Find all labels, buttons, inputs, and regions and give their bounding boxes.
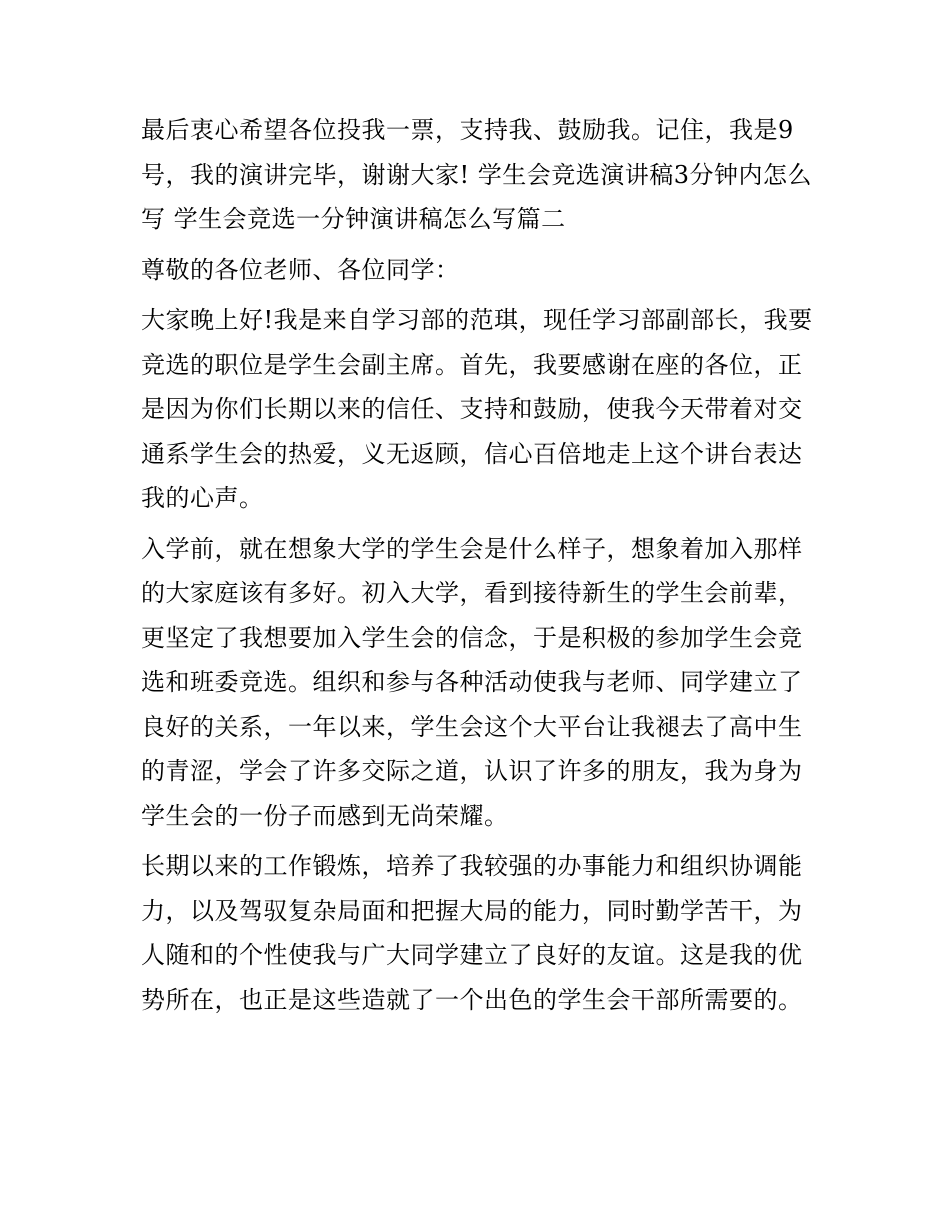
paragraph-greeting: 大家晚上好!我是来自学习部的范琪，现任学习部副部长，我要竞选的职位是学生会副主席。首先，我要感谢在座的各位，正是因为你们长期以来的信任、支持和鼓励，使我今天带着对交通系学生会的热爱，义无返顾，信心百倍地走上这个讲台表达我的心声。 [141,306,813,512]
paragraph-salutation: 尊敬的各位老师、各位同学： [141,255,460,284]
paragraph-closing: 最后衷心希望各位投我一票，支持我、鼓励我。记住，我是9号，我的演讲完毕，谢谢大家! 学生会竞选演讲稿3分钟内怎么写 学生会竞选一分钟演讲稿怎么写篇二 [141,116,813,233]
document-body [141,108,821,1028]
paragraph-experience: 入学前，就在想象大学的学生会是什么样子，想象着加入那样的大家庭该有多好。初入大学，看到接待新生的学生会前辈，更坚定了我想要加入学生会的信念，于是积极的参加学生会竞选和班委竞选。组织和参与各种活动使我与老师、同学建立了良好的关系，一年以来，学生会这个大平台让我褪去了高中生的青涩，学会了许多交际之道，认识了许多的朋友，我为身为学生会的一份子而感到无尚荣耀。 [141,534,803,830]
paragraph-strengths: 长期以来的工作锻炼，培养了我较强的办事能力和组织协调能力，以及驾驭复杂局面和把握大局的能力，同时勤学苦干，为人随和的个性使我与广大同学建立了良好的友谊。这是我的优势所在，也正是这些造就了一个出色的学生会干部所需要的。 [141,852,803,1014]
